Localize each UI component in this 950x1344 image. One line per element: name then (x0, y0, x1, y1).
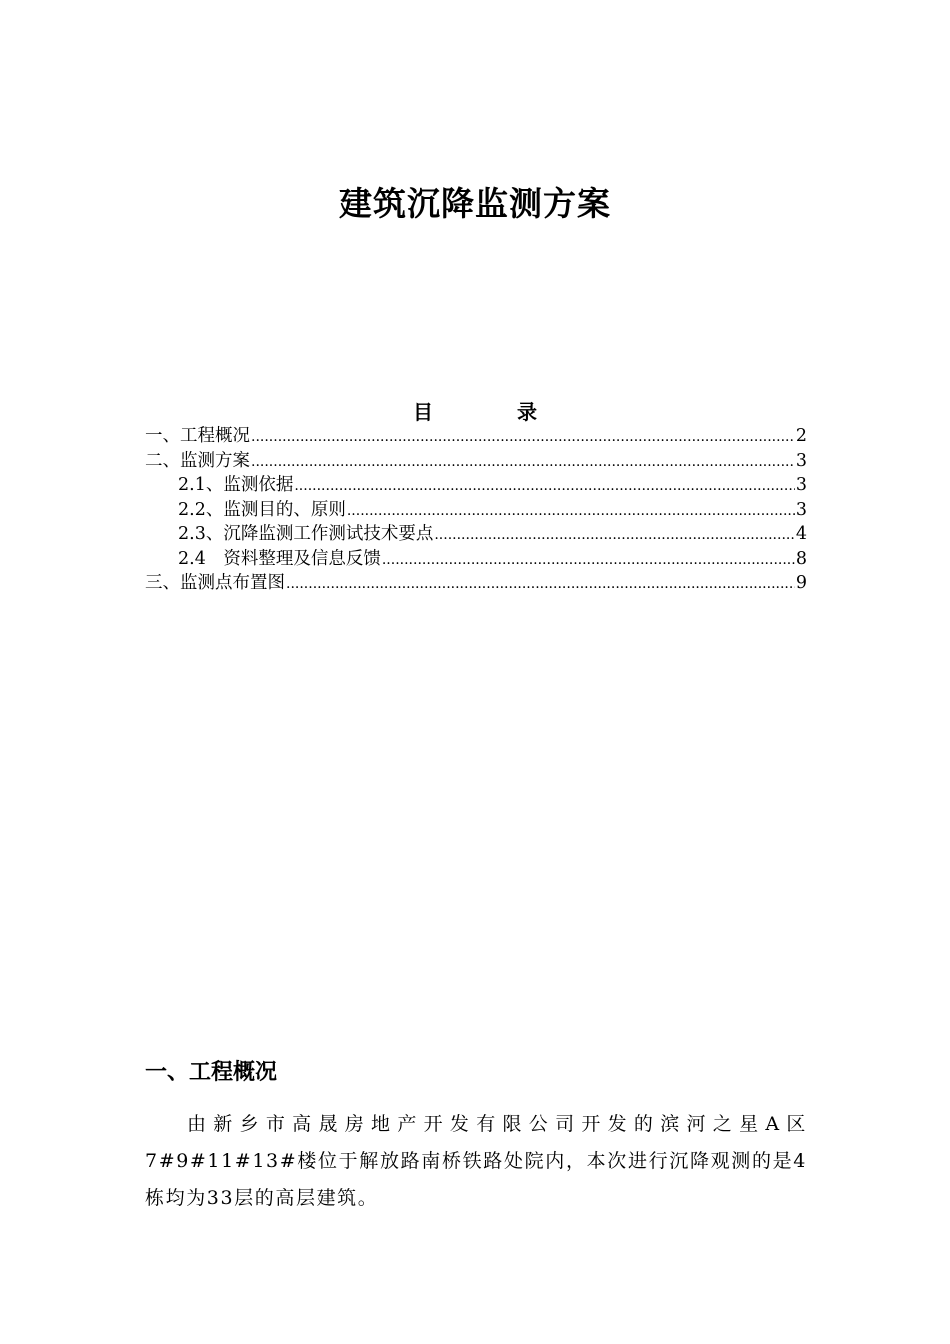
toc-entry-label: 2.2、监测目的、原则 (178, 499, 346, 520)
toc-entry-page: 3 (795, 475, 807, 495)
toc-entry-label: 二、监测方案 (145, 450, 250, 471)
toc-entry-label: 三、监测点布置图 (145, 573, 285, 593)
toc-dot-leader (347, 499, 795, 524)
toc-entry-label: 一、工程概况 (145, 426, 250, 446)
toc-dot-leader (251, 425, 795, 450)
toc-entry[interactable] (145, 522, 807, 547)
section-heading: 一、工程概况 (145, 1059, 278, 1085)
toc-entry-label: 2.3、沉降监测工作测试技术要点 (178, 524, 434, 544)
toc-entry-page: 4 (795, 524, 807, 544)
toc-heading (145, 396, 805, 425)
toc-entry-page: 3 (795, 499, 807, 520)
table-of-contents (145, 424, 807, 596)
toc-entry[interactable] (145, 498, 807, 523)
toc-dot-leader (294, 474, 795, 499)
document-title: 建筑沉降监测方案 (339, 184, 611, 223)
toc-entry[interactable] (145, 571, 807, 596)
toc-entry-page: 2 (795, 426, 807, 446)
toc-dot-leader (382, 548, 795, 573)
toc-heading-char-1: 目 (413, 400, 433, 424)
toc-entry-page: 9 (795, 573, 807, 593)
toc-entry-page: 8 (795, 548, 807, 569)
toc-entry-label: 2.1、监测依据 (178, 475, 294, 495)
toc-heading-char-2: 录 (517, 400, 537, 424)
toc-dot-leader (251, 450, 795, 475)
body-paragraph: 由新乡市高晟房地产开发有限公司开发的滨河之星A区7#9#11#13#楼位于解放路南桥铁路处院内，本次进行沉降观测的是4栋均为33层的高层建筑。 (145, 1113, 807, 1209)
toc-entry[interactable] (145, 547, 807, 572)
toc-dot-leader (286, 572, 795, 597)
toc-entry[interactable] (145, 449, 807, 474)
toc-entry-page: 3 (795, 450, 807, 471)
toc-dot-leader (434, 523, 795, 548)
toc-entry-label: 2.4 资料整理及信息反馈 (178, 548, 381, 569)
toc-entry[interactable] (145, 473, 807, 498)
toc-entry[interactable] (145, 424, 807, 449)
